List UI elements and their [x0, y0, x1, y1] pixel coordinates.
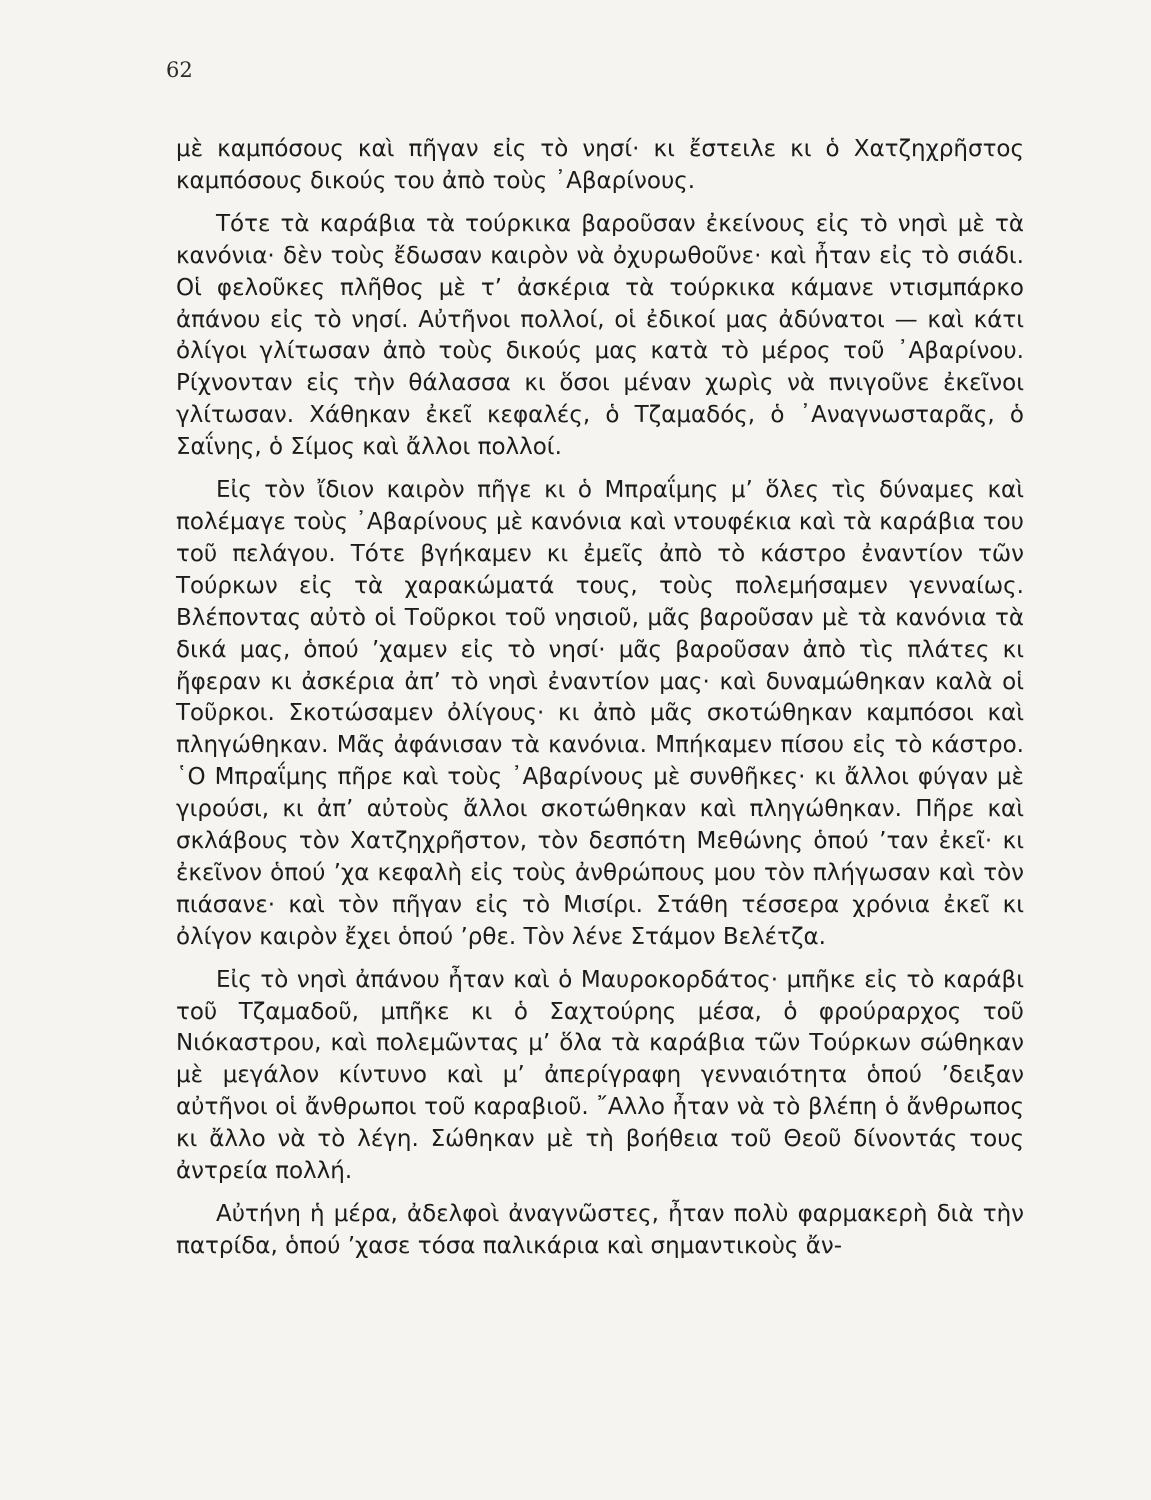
- paragraph-3: Εἰς τὸν ἴδιον καιρὸν πῆγε κι ὁ Μπραΐμης μ’ ὅλες τὶς δύναμες καὶ πολέμαγε τοὺς ᾿Αβαρίνους μὲ κανόνια καὶ ντουφέκια καὶ τὰ καράβια του τοῦ πελάγου. Τότε βγήκαμεν κι ἐμεῖς ἀπὸ τὸ κάστρο ἐναντίον τῶν Τούρκων εἰς τὰ χαρακώματά τους, τοὺς πολεμήσαμεν γενναίως. Βλέποντας αὐτὸ οἱ Τοῦρκοι τοῦ νησιοῦ, μᾶς βαροῦσαν μὲ τὰ κανόνια τὰ δικά μας, ὁπού ’χαμεν εἰς τὸ νησί· μᾶς βαροῦσαν ἀπὸ τὶς πλάτες κι ἤφεραν κι ἀσκέρια ἀπ’ τὸ νησὶ ἐναντίον μας· καὶ δυναμώθηκαν καλὰ οἱ Τοῦρκοι. Σκοτώσαμεν ὀλίγους· κι ἀπὸ μᾶς σκοτώθηκαν καμπόσοι καὶ πληγώθηκαν. Μᾶς ἀφάνισαν τὰ κανόνια. Μπήκαμεν πίσου εἰς τὸ κάστρο. ῾Ο Μπραΐμης πῆρε καὶ τοὺς ᾿Αβαρίνους μὲ συνθῆκες· κι ἄλλοι φύγαν μὲ γιρούσι, κι ἀπ’ αὐτοὺς ἄλλοι σκοτώθηκαν καὶ πληγώθηκαν. Πῆρε καὶ σκλάβους τὸν Χατζηχρῆστον, τὸν δεσπότη Μεθώνης ὁπού ’ταν ἐκεῖ· κι ἐκεῖνον ὁπού ’χα κεφαλὴ εἰς τοὺς ἀνθρώπους μου τὸν πλήγωσαν καὶ τὸν πιάσανε· καὶ τὸν πῆγαν εἰς τὸ Μισίρι. Στάθη τέσσερα χρόνια ἐκεῖ κι ὀλίγον καιρὸν ἔχει ὁπού ’ρθε. Τὸν λένε Στάμον Βελέτζα.: [176, 477, 1024, 950]
- paragraph-5: Αὐτήνη ἡ μέρα, ἀδελφοὶ ἀναγνῶστες, ἦταν πολὺ φαρμακερὴ διὰ τὴν πατρίδα, ὁπού ’χασε τόσα παλικάρια καὶ σημαντικοὺς ἄν-: [176, 1201, 1024, 1259]
- paragraph-4: Εἰς τὸ νησὶ ἀπάνου ἦταν καὶ ὁ Μαυροκορδάτος· μπῆκε εἰς τὸ καράβι τοῦ Τζαμαδοῦ, μπῆκε κι ὁ Σαχτούρης μέσα, ὁ φρούραρχος τοῦ Νιόκαστρου, καὶ πολεμῶντας μ’ ὅλα τὰ καράβια τῶν Τούρκων σώθηκαν μὲ μεγάλον κίντυνο καὶ μ’ ἀπερίγραφη γενναιότητα ὁπού ’δειξαν αὐτῆνοι οἱ ἄνθρωποι τοῦ καραβιοῦ. ῎Αλλο ἦταν νὰ τὸ βλέπη ὁ ἄνθρωπος κι ἄλλο νὰ τὸ λέγη. Σώθηκαν μὲ τὴ βοήθεια τοῦ Θεοῦ δίνοντάς τους ἀντρεία πολλή.: [176, 966, 1024, 1185]
- paragraph-1: μὲ καμπόσους καὶ πῆγαν εἰς τὸ νησί· κι ἔστειλε κι ὁ Χατζηχρῆστος καμπόσους δικούς του ἀπὸ τοὺς ᾿Αβαρίνους.: [176, 136, 1024, 194]
- body-text: [176, 134, 1024, 1274]
- page-number: 62: [166, 58, 193, 82]
- paragraph-2: Τότε τὰ καράβια τὰ τούρκικα βαροῦσαν ἐκείνους εἰς τὸ νησὶ μὲ τὰ κανόνια· δὲν τοὺς ἔδωσαν καιρὸν νὰ ὀχυρωθοῦνε· καὶ ἦταν εἰς τὸ σιάδι. Οἱ φελοῦκες πλῆθος μὲ τ’ ἀσκέρια τὰ τούρκικα κάμανε ντισμπάρκο ἀπάνου εἰς τὸ νησί. Αὐτῆνοι πολλοί, οἱ ἐδικοί μας ἀδύνατοι — καὶ κάτι ὀλίγοι γλίτωσαν ἀπὸ τοὺς δικούς μας κατὰ τὸ μέρος τοῦ ᾿Αβαρίνου. Ρίχνονταν εἰς τὴν θάλασσα κι ὅσοι μέναν χωρὶς νὰ πνιγοῦνε ἐκεῖνοι γλίτωσαν. Χάθηκαν ἐκεῖ κεφαλές, ὁ Τζαμαδός, ὁ ᾿Αναγνωσταρᾶς, ὁ Σαΐνης, ὁ Σίμος καὶ ἄλλοι πολλοί.: [176, 210, 1024, 461]
